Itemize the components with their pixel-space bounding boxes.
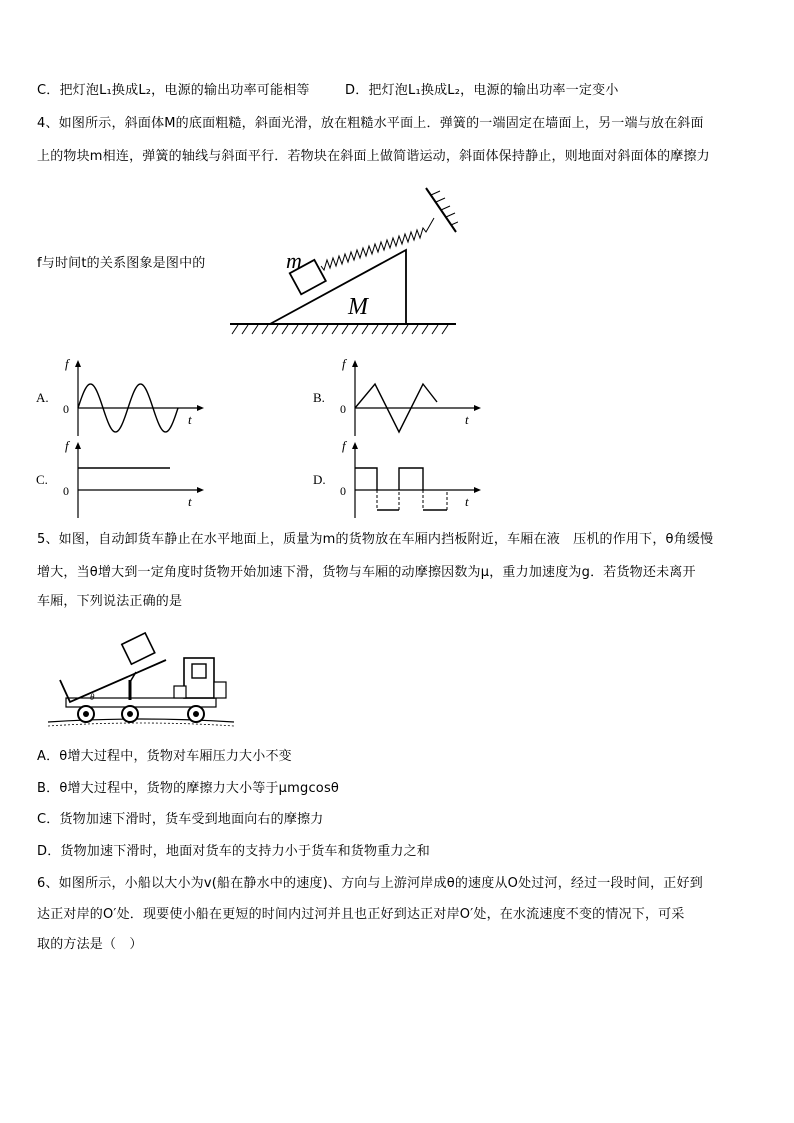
y-axis-label: f [65,358,69,371]
x-axis-label: t [465,412,469,427]
q5-stem-line3: 车厢，下列说法正确的是 [37,594,183,609]
q4-option-d-graph [313,440,473,520]
q5-option-c: C．货物加速下滑时，货车受到地面向右的摩擦力 [37,812,324,827]
q6-stem-line3: 取的方法是（ ） [37,937,143,952]
q3-option-d: D．把灯泡L₁换成L₂，电源的输出功率一定变小 [345,83,619,98]
q4-option-label: A. [36,390,49,405]
q4-option-label: D. [313,472,326,487]
q4-option-a-graph [36,358,196,438]
q5-option-a: A．θ增大过程中，货物对车厢压力大小不变 [37,749,292,764]
q4-option-label: C. [36,472,48,487]
origin-label: 0 [63,484,69,498]
origin-label: 0 [340,484,346,498]
q4-option-label: B. [313,390,325,405]
x-axis-label: t [188,412,192,427]
q4-incline-figure [228,182,458,340]
q5-stem-line1: 5、如图，自动卸货车静止在水平地面上，质量为m的货物放在车厢内挡板附近，车厢在液 压机的作用下，θ角缓慢 [37,532,714,547]
x-axis-label: t [465,494,469,509]
q6-stem-line2: 达正对岸的O′处．现要使小船在更短的时间内过河并且也正好到达正对岸O′处，在水流速度不变的情况下，可采 [37,907,685,922]
y-axis-label: f [342,440,346,453]
y-axis-label: f [65,440,69,453]
q5-option-d: D．货物加速下滑时，地面对货车的支持力小于货车和货物重力之和 [37,844,431,859]
q4-stem-line1: 4、如图所示，斜面体M的底面粗糙，斜面光滑，放在粗糙水平面上．弹簧的一端固定在墙面上，另一端与放在斜面 [37,116,704,131]
origin-label: 0 [340,402,346,416]
label-M: M [348,294,368,320]
q5-truck-figure [46,622,236,734]
f-t-curve [355,468,447,510]
label-theta: θ [90,692,95,702]
label-m: m [286,248,302,273]
q3-option-c: C．把灯泡L₁换成L₂，电源的输出功率可能相等 [37,83,310,98]
origin-label: 0 [63,402,69,416]
q6-stem-line1: 6、如图所示，小船以大小为v(船在静水中的速度)、方向与上游河岸成θ的速度从O处过河，经过一段时间，正好到 [37,876,703,891]
q4-stem-line2: 上的物块m相连，弹簧的轴线与斜面平行．若物块在斜面上做简谐运动，斜面体保持静止，则地面对斜面体的摩擦力 [37,149,710,164]
q5-option-b: B．θ增大过程中，货物的摩擦力大小等于μmgcosθ [37,781,340,796]
y-axis-label: f [342,358,346,371]
q5-stem-line2: 增大，当θ增大到一定角度时货物开始加速下滑，货物与车厢的动摩擦因数为μ，重力加速度为g．若货物还未离开 [37,565,696,580]
q4-option-b-graph [313,358,473,438]
q4-stem-line3: f与时间t的关系图象是图中的 [37,256,206,271]
q4-option-c-graph [36,440,196,520]
x-axis-label: t [188,494,192,509]
